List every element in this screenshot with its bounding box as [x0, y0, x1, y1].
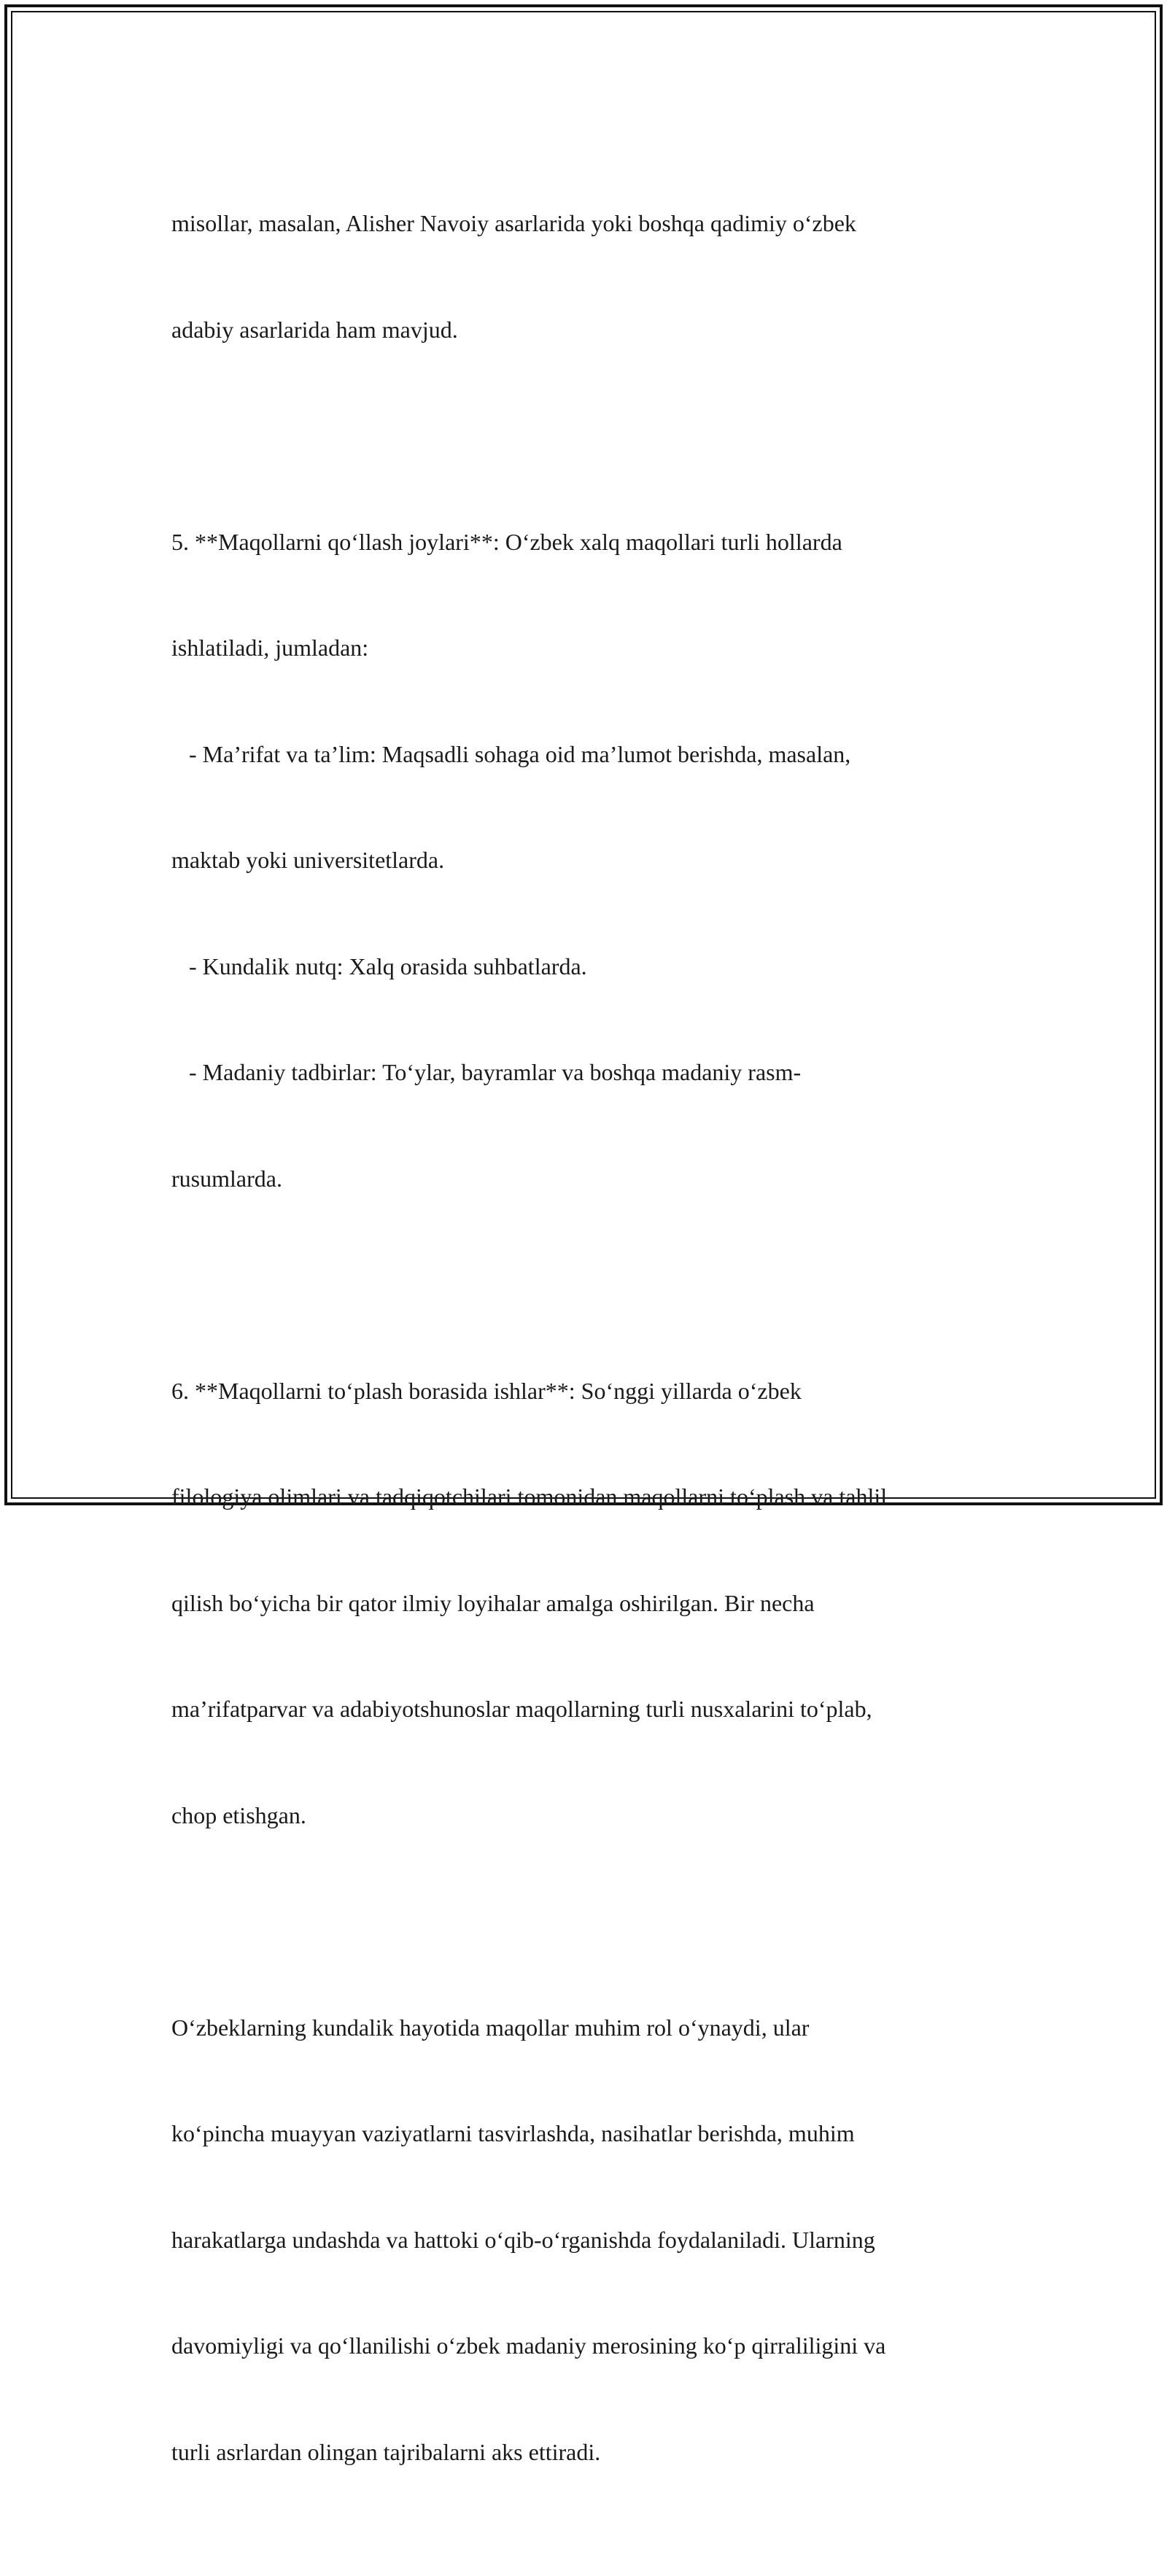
list-item-line: - Maʼrifat va taʼlim: Maqsadli sohaga oid maʼlumot berishda, masalan, [171, 740, 851, 767]
list-item-line: - Kundalik nutq: Xalq orasida suhbatlarda. [171, 953, 587, 979]
text-line: qilish boʻyicha bir qator ilmiy loyihalar amalga oshirilgan. Bir necha [171, 1589, 815, 1616]
text-line: misollar, masalan, Alisher Navoiy asarlarida yoki boshqa qadimiy oʻzbek [171, 210, 856, 236]
text-line: harakatlarga undashda va hattoki oʻqib-oʻrganishda foydalaniladi. Ularning [171, 2226, 875, 2253]
text-line: davomiyligi va qoʻllanilishi oʻzbek madaniy merosining koʻp qirraliligini va [171, 2332, 886, 2359]
document-body [171, 135, 1003, 2576]
conclusion-paragraph [171, 1939, 1003, 2541]
text-line: maktab yoki universitetlarda. [171, 847, 445, 873]
text-line: adabiy asarlarida ham mavjud. [171, 316, 458, 343]
text-line: filologiya olimlari va tadqiqotchilari tomonidan maqollarni toʻplash va tahlil [171, 1483, 888, 1510]
section-6-paragraph [171, 1303, 1003, 1904]
section-6-heading-line: 6. **Maqollarni toʻplash borasida ishlar**: Soʻnggi yillarda oʻzbek [171, 1377, 802, 1404]
section-5-paragraph [171, 454, 1003, 1268]
text-line: chop etishgan. [171, 1801, 306, 1828]
text-line: koʻpincha muayyan vaziyatlarni tasvirlashda, nasihatlar berishda, muhim [171, 2120, 855, 2146]
text-line: rusumlarda. [171, 1165, 282, 1192]
text-line: turli asrlardan olingan tajribalarni aks ettiradi. [171, 2438, 601, 2465]
text-line: maʼrifatparvar va adabiyotshunoslar maqollarning turli nusxalarini toʻplab, [171, 1696, 872, 1722]
section-5-heading-line: 5. **Maqollarni qoʻllash joylari**: Oʻzbek xalq maqollari turli hollarda [171, 528, 842, 555]
list-item-line: - Madaniy tadbirlar: Toʻylar, bayramlar va boshqa madaniy rasm- [171, 1059, 802, 1085]
text-line: ishlatiladi, jumladan: [171, 635, 369, 661]
intro-paragraph [171, 135, 1003, 418]
text-line: Oʻzbeklarning kundalik hayotida maqollar muhim rol oʻynaydi, ular [171, 2014, 810, 2041]
